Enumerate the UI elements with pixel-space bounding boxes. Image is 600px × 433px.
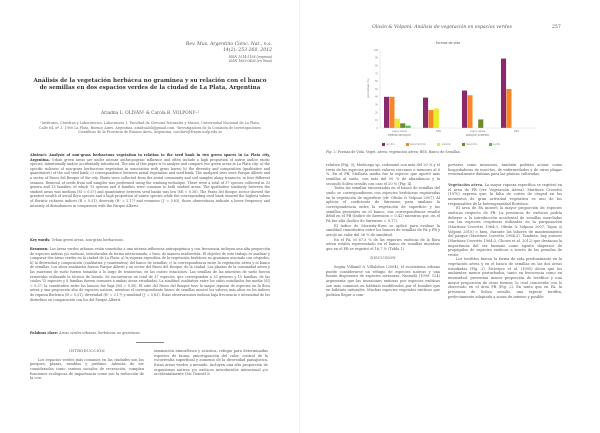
legend-label: caméfito bbox=[441, 143, 452, 146]
palabras-label: Palabras clave: bbox=[30, 331, 59, 335]
paragraph: Los terófitos fueron la forma de vida predominante en la vegetación aérea y en el banco de semillas en las dos áreas estudiadas (Fig. 2). McIntyre et al. (1995) dicen que los ambientes menos perturbados, tanto en frecuencia como en intensidad, presentan menor proporción de terófitos y una mayor proporción de otras formas, lo cual concuerda con lo observado en el área PB (Fig. 2). En tanto que en PA, la presencia de Soliva sessilis, una especie terófita, perfectamente adaptada a zonas de intenso y posible bbox=[448, 257, 562, 299]
x-tick-label: BSS bbox=[436, 130, 441, 133]
page-number: 257 bbox=[552, 25, 561, 30]
paragraph: Todas las semillas encontradas en el banco de semillas del suelo se correspondieron con especies herbáceas registradas en la vegetación de superficie (cfr. Oliván & Volponi 2007). Al aplicar el coeficiente de Sørensen para analizar la correspondencia entre la vegetación de superficie y las semillas presentes en el banco, esa correspondencia resultó débil en el PB (Índice de Sørensen = 0,42) mientras que, en el PA fue alta (Índice de Sørensen = 0,77). bbox=[326, 186, 440, 223]
article-authors: Ariadna L. OLIVÁN¹ & Carola B. VOLPONI¹·² bbox=[101, 111, 199, 116]
x-tick-label: BSS bbox=[514, 130, 519, 133]
palabras-clave bbox=[30, 331, 270, 336]
legend-swatch bbox=[406, 143, 409, 146]
y-axis-ticks bbox=[373, 49, 378, 130]
text-column-2 bbox=[448, 163, 562, 299]
paragraph: El área de PA mostró la mayor proporción de especies exóticas respecto de PB. La presencia de exóticas podría deberse a la introducción accidental de semillas mezcladas con las especies cespitosas utilizadas en la parquización (Martínez Crovetto 1964:3, Oliván & Volponi 2007, Tapia & Volponi 2010) o bien, durante las labores de mantenimiento del parque (Martínez Crovetto 1964:3). También, hay autores (Martínez Crovetto 1964:3, Chown et al. 2012) que destacan la importancia del ser humano como agente dispersor de propágulos de especies exóticas a través de las prendas de vestir. bbox=[448, 206, 562, 257]
y-tick-label: 90 bbox=[374, 56, 378, 60]
y-tick-label: 40 bbox=[374, 95, 378, 99]
legend-label: hemicriptófito bbox=[409, 143, 427, 146]
bars bbox=[384, 59, 512, 128]
author-affiliation: ¹Institutos, Cátedras y Laboratorios, Laboratorio 1, Facultad de Ciencias Naturales y Museo, Universidad Nacional de La Plata, Calle 64, nº 3, 1900 La Plata, Buenos Aires, Argentina, ariadnaloli@gmail.com. ²Investigadora de la Comisión de Investigaciones Científicas de la Provincia de Buenos Aires, Argentina, carolarv@fcnym.unlp.edu.ar bbox=[39, 121, 261, 134]
y-tick-label: 50 bbox=[374, 87, 378, 91]
journal-citation: Rev. Mus. Argentino Cienc. Nat., n.s. bbox=[185, 42, 272, 47]
bar-hemicriptófito bbox=[428, 110, 433, 128]
abstract bbox=[30, 153, 270, 208]
y-tick-label: 30 bbox=[374, 103, 378, 107]
legend-label: fanerófito bbox=[466, 143, 478, 146]
legend-swatch bbox=[437, 143, 440, 146]
bar-hemicriptófito bbox=[389, 97, 394, 128]
bar-caméfito bbox=[395, 119, 400, 128]
keywords-label: Key words: bbox=[30, 238, 51, 242]
bar-terófito bbox=[423, 98, 428, 128]
resumen-text: Las áreas verdes urbanas están sometidas a una intensa influencia antropogénica y con frecuencia incluyen una alta proporción de especies nativas y/o exóticas, introducidas de forma intencionada, o bien, de manera inadvertida. El objetivo de este trabajo es analizar y comparar dos áreas verdes en la ciudad de La Plata: a) la riqueza específica de la vegetación herbácea no graminea asociada con céspedes; b) la diversidad y composición (cualitativa y cuantitativa) del banco de semillas; c) la correspondencia entre la vegetación aérea y el banco de semillas. Los sitios analizados fueron Parque Alberti y un sector del Paseo del Bosque, de la ciudad. Las plantas de la comunidad aérea y las muestras de suelo fueron tomadas a lo largo de transectas, en las cuatro estaciones. Las semillas de las muestras de suelo fueron removidas utilizando la técnica de lavado. Se encontraron un total de 37 especies, que corresponden a 33 géneros y 15 familias, de las cuales 15 especies y 8 familias fueron comunes a ambas áreas estudiadas. La similitud cualitativa entre los sitios estudiados fue media (SI) = 0,57; la cuantitativa entre los bancos fue baja (MI = 0,36). El sitio del Paseo del Bosque tuvo la mayor riqueza de especies en la flora aérea y una proporción alta de especies nativas, mientras el correspondiente banco de semillas mostró los valores más altos en los índices de riqueza florística (R = 0,51), diversidad (H' = 2,17) y similitud (J' = 0,63). Estas observaciones indican baja frecuencia e intensidad de los disturbios en comparación con los del Parque Alberti. bbox=[30, 247, 270, 302]
y-tick-label: 10 bbox=[374, 119, 378, 123]
legend-item bbox=[462, 143, 477, 146]
y-tick-label: 70 bbox=[374, 72, 378, 76]
bar-terófito bbox=[462, 91, 467, 128]
x-tick-label: veget. aérea bbox=[391, 130, 408, 133]
running-head: Oliván & Volponi: Análisis de vegetación en espacios verdes bbox=[372, 25, 512, 30]
paragraph-text: La mayor riqueza específica se registró en el área de PB (ver Vegetación Aérea). Martínez Crovetto (1970) expresa que, la falta de cortes de césped en los momentos de gran actividad vegetativa es uno de los responsables de la heterogeneidad florística. bbox=[448, 182, 562, 206]
bar-hemicriptófito bbox=[467, 95, 472, 128]
discussion-heading: DISCUSIÓN bbox=[370, 255, 396, 261]
issn-print: ISSN 1514-5158 (impresa) bbox=[228, 54, 272, 59]
subsection-label: Vegetación aérea. bbox=[448, 182, 484, 187]
keywords-text: Urban green areas, non-grass herbaceous. bbox=[51, 238, 124, 242]
chart-legend bbox=[382, 143, 501, 146]
bar-hemicriptófito bbox=[506, 89, 511, 128]
intro-paragraph-1: Los espacios verdes más comunes en las ciudades son los parques, plazas, ramblas y jardines. Además de ser considerados como centros sociales de recreación, cumplen funciones ecológicas de importancia como son la reducción de la con- bbox=[30, 357, 144, 381]
group-label: PARQUE ALBERTI bbox=[465, 134, 490, 137]
bar-terófito bbox=[501, 59, 506, 128]
legend-swatch bbox=[462, 143, 465, 146]
text-column-1 bbox=[326, 163, 440, 298]
section-divider bbox=[136, 342, 164, 343]
legend-label: geófito bbox=[492, 143, 501, 146]
legend-item bbox=[382, 143, 395, 146]
intro-column-2 bbox=[154, 349, 268, 377]
paragraph bbox=[448, 183, 562, 206]
legend-item bbox=[437, 143, 451, 146]
life-forms-chart bbox=[358, 38, 538, 140]
bar-terófito bbox=[384, 97, 389, 128]
bar-fanerófito bbox=[478, 119, 483, 128]
keywords bbox=[30, 238, 270, 243]
figure-caption: Fig. 2: Formas de Vida. Veget. aérea: vegetación aérea; BSS: Banco de Semillas. bbox=[326, 150, 461, 154]
intro-column-1 bbox=[30, 349, 144, 381]
legend-label: terófito bbox=[386, 143, 395, 146]
x-tick-label: veget. aérea bbox=[469, 130, 486, 133]
y-tick-label: 100 bbox=[373, 48, 378, 52]
paragraph: Según Villamil & Villalobos (2004), el ecosistema urbano puede considerarse un refugio de especies nativas y una fuente dispersora de especies invasoras. Niemelä (1999: 124) argumenta que las invasiones exitosas por especies exóticas son más comunes en hábitats modificados por el hombre que en hábitats naturales. Muchas especies vegetales exóticas que podrían llegar a com- bbox=[326, 265, 440, 298]
paragraph: relativa (Fig. 3); Medicago sp. codominó con más del 20 % y el resto de las especies presentó valores cercanos o menores al 6 %. En el PB, Stellaria media fue la especie que aportó más semillas al suelo, con más del 50 % de abundancia y la secundó Soliva sessilis con casi el 20 % (Fig. 4). bbox=[326, 163, 440, 186]
right-page bbox=[300, 0, 600, 433]
y-tick-label: 60 bbox=[374, 80, 378, 84]
legend-item bbox=[406, 143, 426, 146]
chart-y-axis-label: porcentaje (%) bbox=[367, 78, 370, 98]
bar-caméfito bbox=[434, 109, 439, 129]
resumen bbox=[30, 247, 270, 302]
bar-geófito bbox=[406, 126, 411, 128]
journal-reference bbox=[186, 42, 272, 64]
legend-item bbox=[489, 143, 501, 146]
chart-title: Formas de vida bbox=[435, 41, 461, 45]
journal-volume: 14(2): 253-260, 2012 bbox=[222, 48, 272, 54]
palabras-text: Áreas verdes urbanas, herbáceas no gramíneas bbox=[59, 331, 140, 335]
x-axis-labels bbox=[388, 130, 519, 137]
y-tick-label: 0 bbox=[376, 126, 378, 130]
legend-swatch bbox=[489, 143, 492, 146]
bar-fanerófito bbox=[400, 123, 405, 128]
resumen-label: Resumen: bbox=[30, 247, 49, 251]
paragraph: portarse como invasoras, también podrían actuar como hospedadoras de insectos, de enfermedades y de otras plagas eventualmente dañinas para las plantas cultivadas. bbox=[448, 163, 562, 177]
group-label: PREDIO BOSQUE bbox=[388, 134, 411, 137]
paragraph: En el PA, el 67,5 % de las especies exóticas de la flora aérea estaba representado en el banco de semillas mientras que en el PB se registró el 16,7 % (Tabla 1). bbox=[326, 237, 440, 251]
abstract-text: Urban green areas are under intense anthropogenic influence and often include a high proportion of native and/or exotic species, intentionally and/or accidentally introduced. The aim of this paper is to analyze and compare two green areas in La Plata city: a) the specific richness of non-grass herbaceous vegetation in association with grass lawns; b) the diversity and composition (qualitative and quantitative) of the soil seed bank; c) correspondence between aerial vegetation and seed bank. The analyzed sites were Parque Alberti and a sector of Paseo del Bosque of the city. Plants were collected from the aerial community and soil samples along transects, in four different seasons. Removal of seeds from soil samples was performed using the washing technique. There were a total of 37 species collected in 33 genera and 15 families, of which 15 species and 8 families were common to both studied areas. The qualitative similarity between the studied areas was medium (SI = 0.57) and quantitative between seed banks was low (MI = 0.36). The Paseo del Bosque sector showed the greatest wealth of aerial flora species and a high proportion of native species while the corresponding seed bank showed the highest values of floristic richness indices (R = 0.51), diversity (H' = 2.17) and evenness (J' = 0.63), those observations indicate a lower frequency and intensity of disturbances in comparison with the Parque Alberti. bbox=[30, 157, 270, 208]
y-tick-label: 20 bbox=[374, 111, 378, 115]
intro-heading: INTRODUCCIÓN bbox=[69, 348, 105, 353]
y-tick-label: 80 bbox=[374, 64, 378, 68]
abstract-label: Abstract: bbox=[30, 153, 48, 157]
legend-swatch bbox=[382, 143, 385, 146]
abstract-heading: Analysis of non-grass herbaceous vegetation in relation to the seed bank in two green spaces in La Plata city, Argentina. bbox=[30, 153, 270, 162]
paragraph: El índice de Morisita-Horn se aplicó para evaluar la similitud cuantitativa entre los bancos de semillas de PA y PB y arrojó un valor del 36 % de similitud. bbox=[326, 223, 440, 237]
intro-paragraph-2: taminación atmosférica y acústica, refugio para determinadas especies de fauna, amortiguación del calor, control de la escorrentía superficial y aumento de la diversidad paisajística. Estas áreas verdes a menudo, incluyen una alta proporción de organismos nativos y/o exóticos introducidos intencional y/o accidentalmente (Mc Donnel & bbox=[154, 349, 268, 377]
article-title: Análisis de la vegetación herbácea no graminea y su relación con el banco de semillas en dos espacios verdes de la ciudad de La Plata, Argentina bbox=[33, 78, 267, 92]
issn-online: ISSN 1853-0400 (en línea) bbox=[228, 59, 272, 64]
